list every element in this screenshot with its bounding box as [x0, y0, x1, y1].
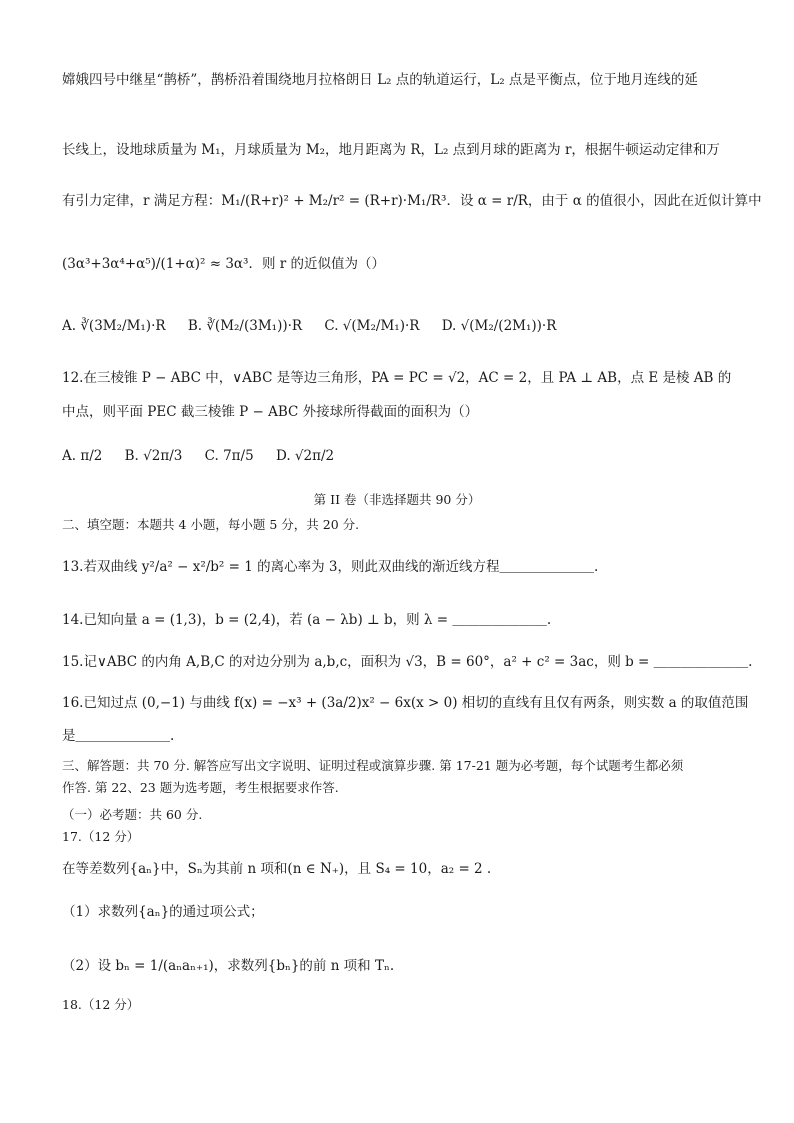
section-fill-blank-heading: 二、填空题：本题共 4 小题，每小题 5 分，共 20 分. [62, 517, 360, 532]
q12-text-line-1: 12.在三棱锥 P − ABC 中，∨ABC 是等边三角形，PA = PC = √2，AC = 2，且 PA ⊥ AB，点 E 是棱 AB 的 [62, 370, 732, 386]
section-answer-line-2: 作答. 第 22、23 题为选考题，考生根据要求作答. [62, 780, 339, 795]
q11-option-c: C. √(M₂/M₁)·R [324, 318, 420, 334]
q18-score: 18.（12 分） [62, 997, 140, 1012]
q11-options [62, 316, 734, 336]
q14-text: 14.已知向量 a = (1,3)，b = (2,4)，若 (a − λb) ⊥ b，则 λ = ＿＿＿＿＿＿＿. [62, 612, 552, 628]
q17-score: 17.（12 分） [62, 829, 140, 844]
required-questions-heading: （一）必考题：共 60 分. [62, 807, 203, 822]
q11-text-line-2: 长线上，设地球质量为 M₁，月球质量为 M₂，地月距离为 R，L₂ 点到月球的距离为 r，根据牛顿运动定律和万 [62, 142, 720, 158]
q17-stem: 在等差数列{aₙ}中，Sₙ为其前 n 项和(n ∈ N₊)，且 S₄ = 10，a₂ = 2 . [62, 861, 492, 877]
q12-option-c: C. 7π/5 [204, 448, 254, 464]
q15-text: 15.记∨ABC 的内角 A,B,C 的对边分别为 a,b,c，面积为 √3，B = 60°，a² + c² = 3ac，则 b = ＿＿＿＿＿＿＿. [62, 654, 753, 670]
q12-option-a: A. π/2 [62, 448, 103, 464]
q12-option-b: B. √2π/3 [124, 448, 183, 464]
section-answer-line-1: 三、解答题：共 70 分. 解答应写出文字说明、证明过程或演算步骤. 第 17-21 题为必考题，每个试题考生都必须 [62, 758, 684, 773]
q12-options [62, 446, 734, 466]
q11-text-line-3: 有引力定律，r 满足方程：M₁/(R+r)² + M₂/r² = (R+r)·M₁/R³．设 α = r/R，由于 α 的值很小，因此在近似计算中 [62, 193, 762, 209]
q11-option-d: D. √(M₂/(2M₁))·R [441, 318, 557, 334]
q17-part-1: （1）求数列{aₙ}的通过项公式； [62, 904, 264, 920]
volume-ii-heading: 第 II 卷（非选择题共 90 分） [313, 492, 481, 507]
q13-text: 13.若双曲线 y²/a² − x²/b² = 1 的离心率为 3，则此双曲线的渐近线方程＿＿＿＿＿＿＿. [62, 559, 599, 575]
q17-part-2: （2）设 bₙ = 1/(aₙaₙ₊₁)，求数列{bₙ}的前 n 项和 Tₙ. [62, 958, 395, 974]
q16-text-line-2: 是＿＿＿＿＿＿＿. [62, 728, 175, 744]
q16-text-line-1: 16.已知过点 (0,−1) 与曲线 f(x) = −x³ + (3a/2)x² − 6x(x > 0) 相切的直线有且仅有两条，则实数 a 的取值范围 [62, 695, 749, 711]
q11-option-b: B. ∛(M₂/(3M₁))·R [187, 318, 303, 334]
q11-option-a: A. ∛(3M₂/M₁)·R [62, 318, 166, 334]
q11-text-line-4: (3α³+3α⁴+α⁵)/(1+α)² ≈ 3α³．则 r 的近似值为（） [62, 256, 385, 272]
q12-option-d: D. √2π/2 [275, 448, 335, 464]
q11-text-line-1: 嫦娥四号中继星“鹊桥”，鹊桥沿着围绕地月拉格朗日 L₂ 点的轨道运行，L₂ 点是平衡点，位于地月连线的延 [62, 72, 698, 88]
q12-text-line-2: 中点，则平面 PEC 截三棱锥 P − ABC 外接球所得截面的面积为（） [62, 404, 479, 420]
